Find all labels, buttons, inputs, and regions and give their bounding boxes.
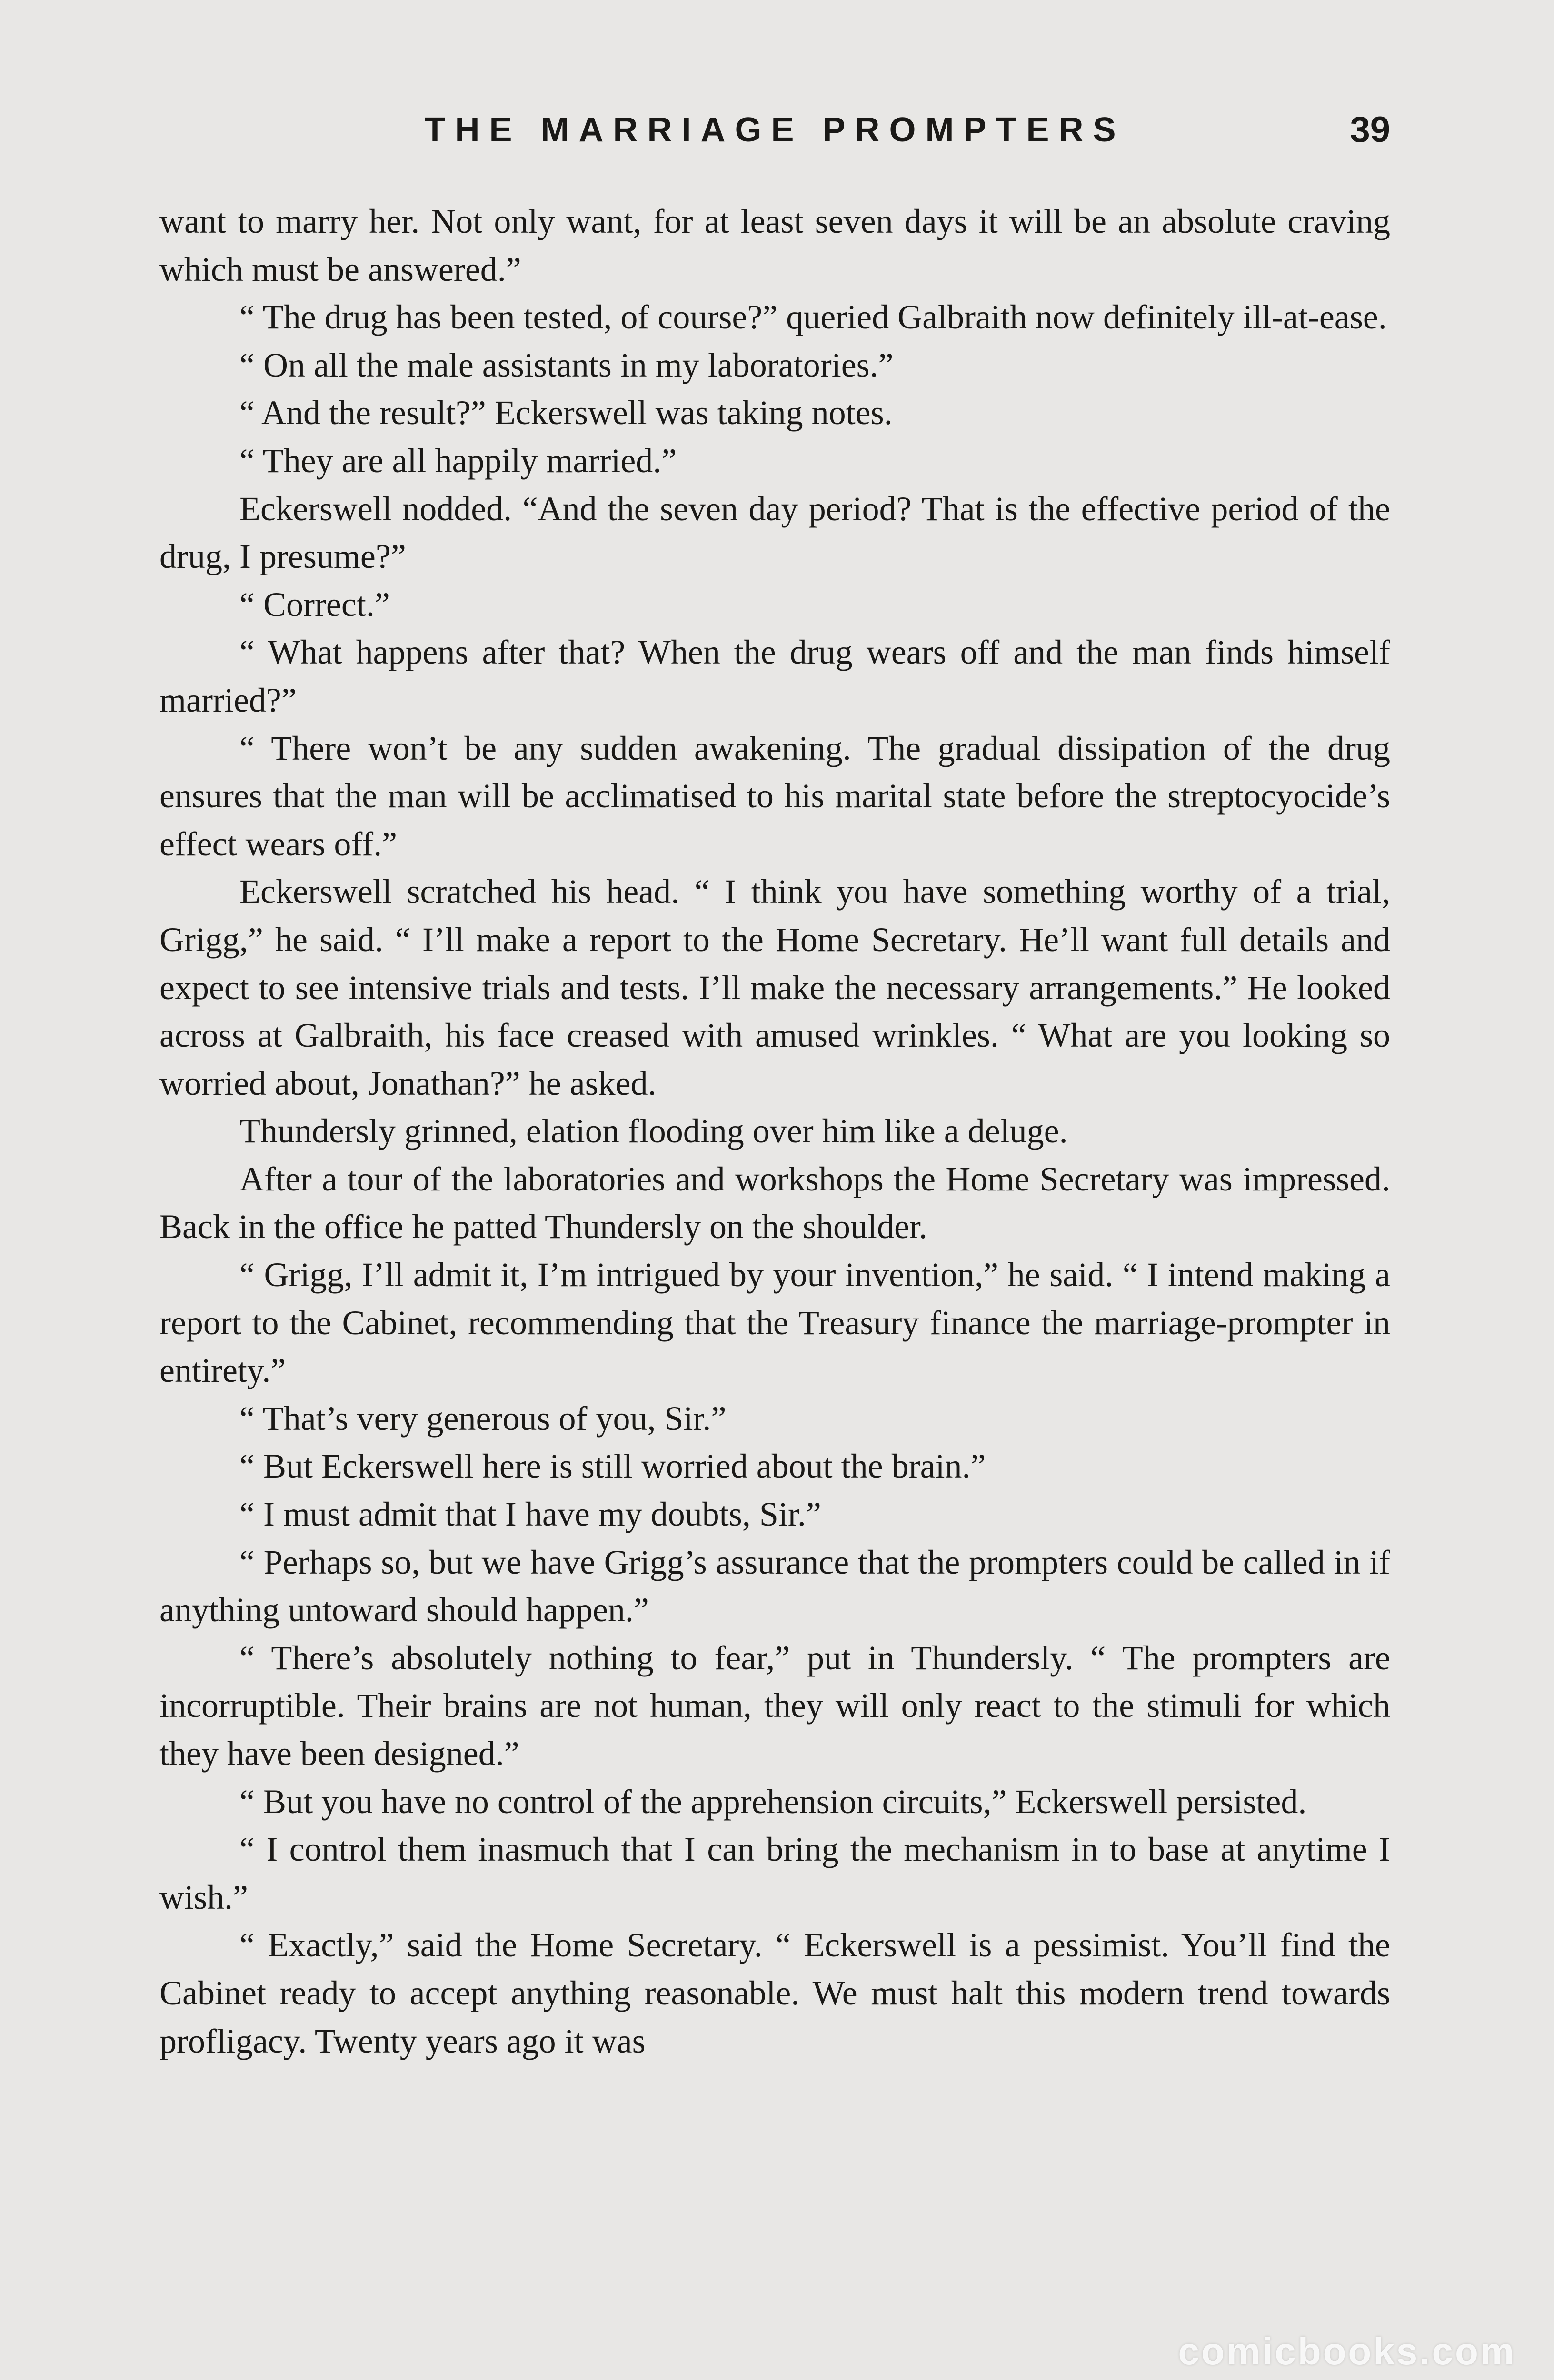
paragraph: “ What happens after that? When the drug wears off and the man finds himself married?”	[159, 633, 1390, 719]
running-title: THE MARRIAGE PROMPTERS	[424, 111, 1126, 149]
paragraph: Eckerswell nodded. “And the seven day period? That is the effective period of the drug, I presume?”	[159, 489, 1390, 576]
body-text	[159, 198, 1390, 2065]
paragraph: “ But you have no control of the apprehension circuits,” Eckerswell persisted.	[239, 1782, 1307, 1821]
paragraph: “ They are all happily married.”	[239, 441, 677, 480]
page-number: 39	[1350, 109, 1390, 150]
paragraph: “ Grigg, I’ll admit it, I’m intrigued by your invention,” he said. “ I intend making a report to the Cabinet, recommending that the Treasury finance the marriage-prompter in entirety.”	[159, 1256, 1390, 1390]
paragraph: “ That’s very generous of you, Sir.”	[239, 1399, 727, 1438]
paragraph: “ Correct.”	[239, 585, 390, 624]
paragraph: “ There won’t be any sudden awakening. The gradual dissipation of the drug ensures that the man will be acclimatised to his marital state before the streptocyocide’s effect wears off.”	[159, 729, 1390, 863]
paragraph: “ On all the male assistants in my laboratories.”	[239, 346, 894, 384]
paragraph: Eckerswell scratched his head. “ I think you have something worthy of a trial, Grigg,” he said. “ I’ll make a report to the Home Secretary. He’ll want full details and expect to see intensive trials and tests. I’ll make the necessary arrangements.” He looked across at Galbraith, his face creased with amused wrinkles. “ What are you looking so worried about, Jonathan?” he asked.	[159, 873, 1390, 1102]
watermark: comicbooks.com	[1178, 2330, 1516, 2372]
paragraph: “ Perhaps so, but we have Grigg’s assurance that the prompters could be called in if anything untoward should happen.”	[159, 1543, 1390, 1629]
paragraph: “ And the result?” Eckerswell was taking notes.	[239, 394, 893, 432]
paragraph: Thundersly grinned, elation flooding over him like a deluge.	[239, 1112, 1068, 1150]
paragraph: After a tour of the laboratories and workshops the Home Secretary was impressed. Back in the office he patted Thundersly on the shoulder.	[159, 1160, 1390, 1246]
paragraph: “ Exactly,” said the Home Secretary. “ Eckerswell is a pessimist. You’ll find the Cabinet ready to accept anything reasonable. We must halt this modern trend towards profligacy. Twenty years ago it was	[159, 1926, 1390, 2060]
paragraph: “ There’s absolutely nothing to fear,” put in Thundersly. “ The prompters are incorruptible. Their brains are not human, they will only react to the stimuli for which they have been designed.”	[159, 1638, 1390, 1773]
paragraph: “ I must admit that I have my doubts, Sir.”	[239, 1495, 821, 1534]
paragraph: “ I control them inasmuch that I can bring the mechanism in to base at anytime I wish.”	[159, 1830, 1390, 1916]
paragraph: want to marry her. Not only want, for at least seven days it will be an absolute craving which must be answered.”	[159, 202, 1390, 288]
paragraph: “ The drug has been tested, of course?” queried Galbraith now definitely ill-at-ease.	[239, 298, 1387, 337]
page-header	[159, 104, 1390, 156]
paragraph: “ But Eckerswell here is still worried about the brain.”	[239, 1447, 986, 1486]
